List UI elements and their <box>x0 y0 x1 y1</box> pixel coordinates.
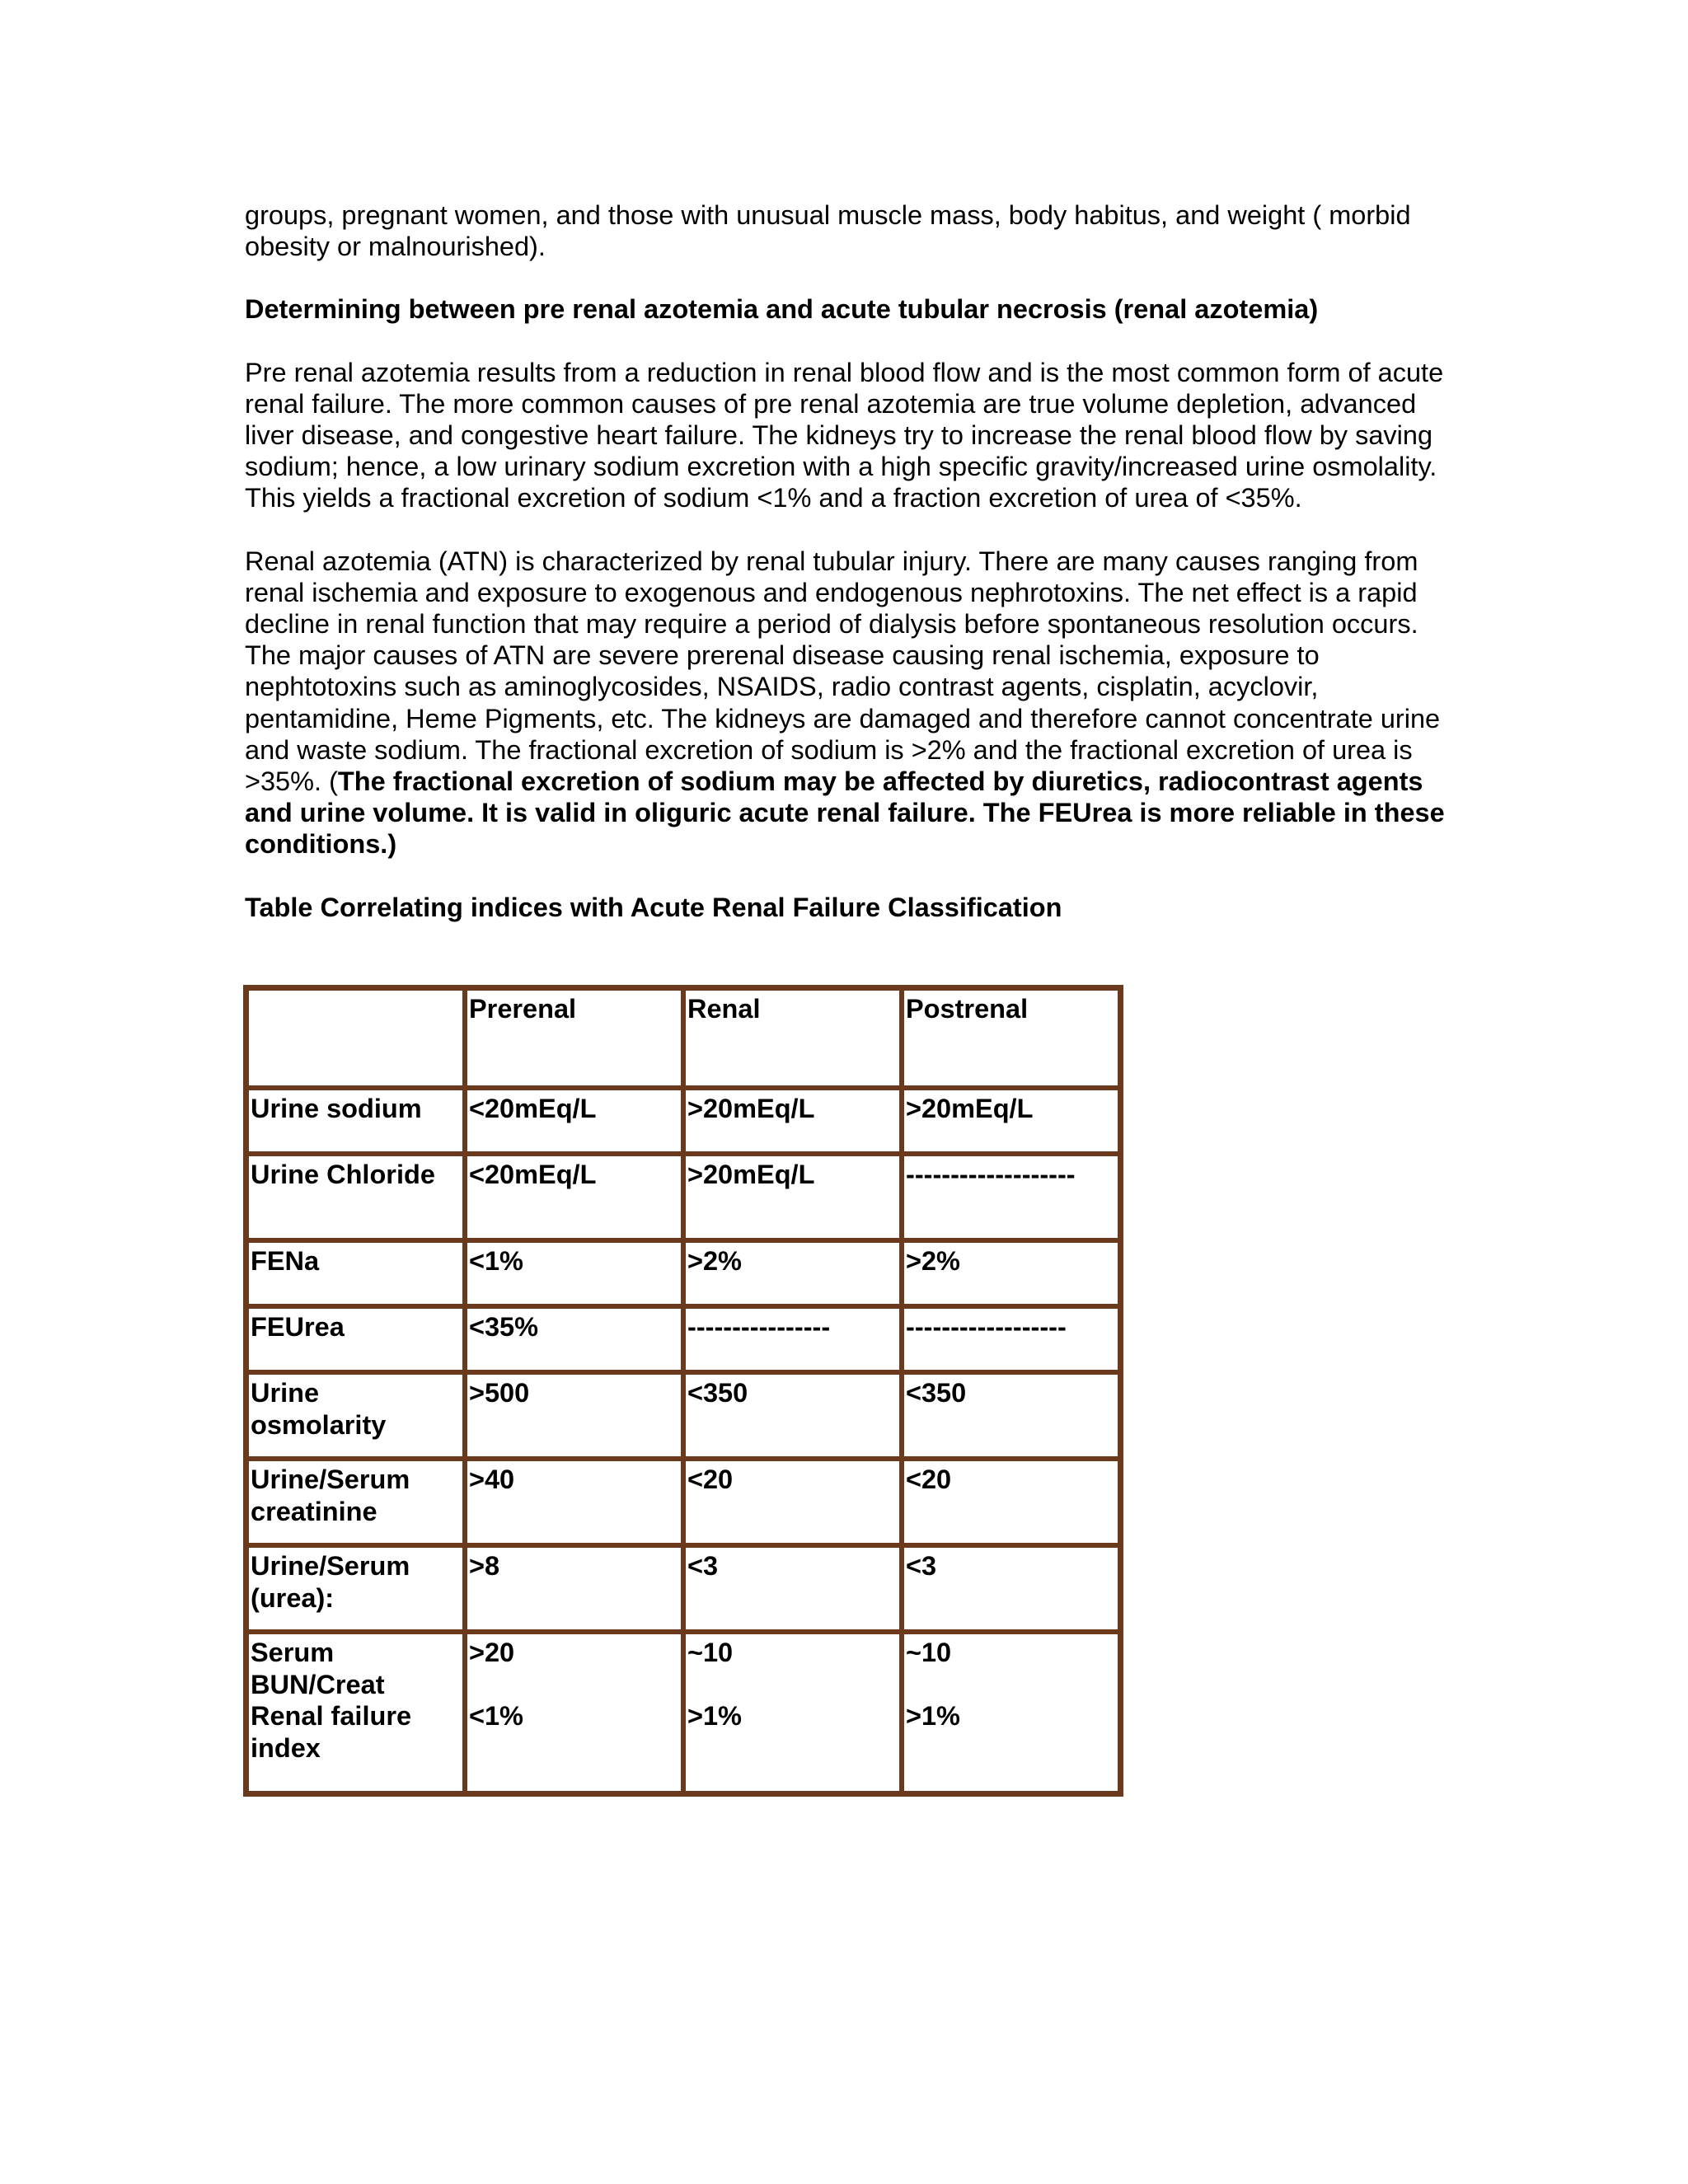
table-row <box>246 1240 1120 1306</box>
table-row <box>246 1372 1120 1459</box>
table-cell: <1% <box>465 1240 683 1306</box>
table-cell: <20 <box>683 1459 902 1545</box>
table-cell: ~10 >1% <box>902 1632 1120 1793</box>
table-header-cell <box>246 988 465 1088</box>
indices-table <box>243 985 1123 1797</box>
table-cell: <350 <box>683 1372 902 1459</box>
table-cell: <3 <box>683 1545 902 1632</box>
table-title: Table Correlating indices with Acute Renal Failure Classification <box>245 892 1062 922</box>
table-row <box>246 1154 1120 1240</box>
table-row <box>246 1088 1120 1154</box>
renal-paragraph-text: Renal azotemia (ATN) is characterized by renal tubular injury. There are many causes ranging from renal ischemia and exposure to exogenous and endogenous nephrotoxins. The net effect is a rapid decline in renal function that may require a period of dialysis before spontaneous resolution occurs. The major causes of ATN are severe prerenal disease causing renal ischemia, exposure to nephtotoxins such as aminoglycosides, NSAIDS, radio contrast agents, cisplatin, acyclovir, pentamidine, Heme Pigments, etc. The kidneys are damaged and therefore cannot concentrate urine and waste sodium. The fractional excretion of sodium is >2% and the fractional excretion of urea is >35%. ( <box>245 546 1441 797</box>
renal-paragraph <box>245 546 1456 860</box>
row-label-cell: FENa <box>246 1240 465 1306</box>
row-label-cell: Urine osmolarity <box>246 1372 465 1459</box>
table-row <box>246 1459 1120 1545</box>
table-cell: >20mEq/L <box>683 1088 902 1154</box>
intro-continuation: groups, pregnant women, and those with unusual muscle mass, body habitus, and weight ( morbid obesity or malnourished). <box>245 200 1411 262</box>
table-cell: >20 <1% <box>465 1632 683 1793</box>
table-cell: ~10 >1% <box>683 1632 902 1793</box>
table-cell: >2% <box>902 1240 1120 1306</box>
table-cell: ------------------ <box>902 1306 1120 1372</box>
document-page <box>245 199 1456 923</box>
table-cell: ---------------- <box>683 1306 902 1372</box>
table-header-cell: Renal <box>683 988 902 1088</box>
table-cell: >500 <box>465 1372 683 1459</box>
row-label-cell: Urine/Serum (urea): <box>246 1545 465 1632</box>
table-header-row <box>246 988 1120 1088</box>
table-cell: ------------------- <box>902 1154 1120 1240</box>
row-label-cell: Urine sodium <box>246 1088 465 1154</box>
row-label-cell: FEUrea <box>246 1306 465 1372</box>
table-cell: >40 <box>465 1459 683 1545</box>
table-cell: >2% <box>683 1240 902 1306</box>
table-header-cell: Prerenal <box>465 988 683 1088</box>
prerenal-paragraph: Pre renal azotemia results from a reduction in renal blood flow and is the most common form of acute renal failure. The more common causes of pre renal azotemia are true volume depletion, advanced liver disease, and congestive heart failure. The kidneys try to increase the renal blood flow by saving sodium; hence, a low urinary sodium excretion with a high specific gravity/increased urine osmolality. This yields a fractional excretion of sodium <1% and a fraction excretion of urea of <35%. <box>245 357 1444 513</box>
table-cell: <20mEq/L <box>465 1154 683 1240</box>
renal-paragraph-bold-note: The fractional excretion of sodium may be affected by diuretics, radiocontrast agents and urine volume. It is valid in oliguric acute renal failure. The FEUrea is more reliable in these conditions.) <box>245 766 1445 860</box>
table-cell: <35% <box>465 1306 683 1372</box>
row-label-cell: Serum BUN/Creat Renal failure index <box>246 1632 465 1793</box>
table-header-cell: Postrenal <box>902 988 1120 1088</box>
table-cell: <20mEq/L <box>465 1088 683 1154</box>
row-label-cell: Urine/Serum creatinine <box>246 1459 465 1545</box>
table-cell: <20 <box>902 1459 1120 1545</box>
table-cell: <350 <box>902 1372 1120 1459</box>
table-row <box>246 1632 1120 1793</box>
table-cell: <3 <box>902 1545 1120 1632</box>
row-label-cell: Urine Chloride <box>246 1154 465 1240</box>
table-cell: >8 <box>465 1545 683 1632</box>
table-cell: >20mEq/L <box>902 1088 1120 1154</box>
table-cell: >20mEq/L <box>683 1154 902 1240</box>
table-row <box>246 1545 1120 1632</box>
section-heading: Determining between pre renal azotemia and acute tubular necrosis (renal azotemia) <box>245 294 1319 325</box>
table-row <box>246 1306 1120 1372</box>
